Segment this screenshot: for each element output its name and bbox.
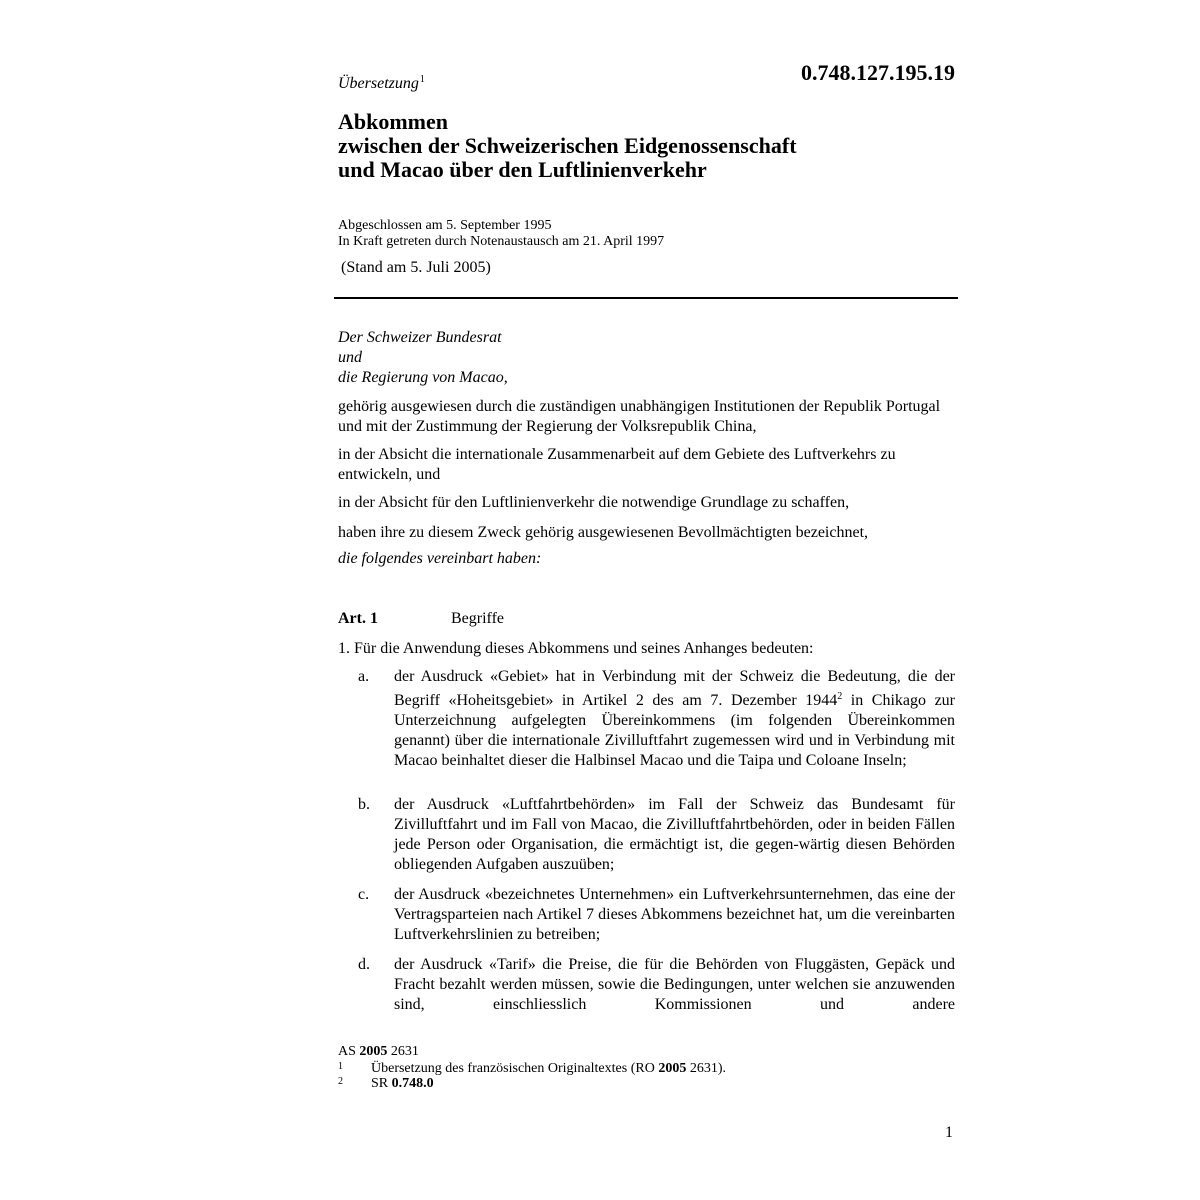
translation-label xyxy=(338,74,425,93)
official-collection-ref xyxy=(338,1044,419,1061)
footnote-text-part: Übersetzung des französischen Originaltextes (RO xyxy=(371,1061,659,1076)
in-force-date: In Kraft getreten durch Notenaustausch am 21. April 1997 xyxy=(338,234,665,249)
preamble-para-1: gehörig ausgewiesen durch die zuständigen unabhängigen Institutionen der Republik Portugal und mit der Zustimmung der Regierung der Volksrepublik China, xyxy=(338,398,941,435)
document-meta xyxy=(338,218,664,250)
footnote-year: 2005 xyxy=(658,1061,687,1076)
definition-item-b xyxy=(358,795,955,875)
article-number: Art. 1 xyxy=(338,610,378,627)
article-1-heading xyxy=(338,610,955,628)
title-line-1: Abkommen xyxy=(338,109,449,134)
as-year: 2005 xyxy=(359,1044,388,1059)
footnote-ref-2[interactable]: 2 xyxy=(837,691,843,702)
status-date: (Stand am 5. Juli 2005) xyxy=(341,259,491,276)
definition-item-c xyxy=(358,885,955,945)
definition-item-d xyxy=(358,955,955,1015)
party-2: die Regierung von Macao, xyxy=(338,369,508,386)
preamble-parties xyxy=(338,328,955,388)
footnote-1 xyxy=(338,1061,726,1076)
footnote-number: 2 xyxy=(338,1076,343,1087)
title-line-3: und Macao über den Luftlinienverkehr xyxy=(338,157,707,182)
footnote-number: 1 xyxy=(338,1061,343,1072)
page-number: 1 xyxy=(945,1124,953,1141)
sr-number: 0.748.127.195.19 xyxy=(801,60,955,85)
sr-reference-link[interactable]: 0.748.0 xyxy=(391,1076,434,1091)
footnote-ref-1[interactable]: 1 xyxy=(419,74,425,85)
item-text: der Ausdruck «bezeichnetes Unternehmen» ein Luftverkehrsunternehmen, das eine der Vertragsparteien nach Artikel 7 dieses Abkommens bezeichnet hat, um die vereinbarten Luftverkehrslinien zu betreiben; xyxy=(394,886,955,943)
footnote-text-part: SR xyxy=(371,1076,392,1091)
header-divider xyxy=(334,297,958,299)
party-conjunction: und xyxy=(338,349,362,366)
translation-label-text: Übersetzung xyxy=(338,75,419,92)
footnote-text xyxy=(371,1061,726,1076)
preamble-para-4: haben ihre zu diesem Zweck gehörig ausgewiesenen Bevollmächtigten bezeichnet, xyxy=(338,524,869,541)
item-marker: b. xyxy=(358,796,370,813)
item-marker: c. xyxy=(358,886,370,903)
party-1: Der Schweizer Bundesrat xyxy=(338,329,502,346)
item-marker: d. xyxy=(358,956,370,973)
item-marker: a. xyxy=(358,668,370,685)
preamble-para-3: in der Absicht für den Luftlinienverkehr die notwendige Grundlage zu schaffen, xyxy=(338,494,850,511)
title-line-2: zwischen der Schweizerischen Eidgenossenschaft xyxy=(338,133,797,158)
item-text xyxy=(394,667,955,771)
item-text-part: der Ausdruck «Gebiet» hat in Verbindung mit der Schweiz die Bedeutung, die der Begriff «Hoheitsgebiet» in Artikel 2 des am 7. Dezember 1944 xyxy=(394,668,955,709)
item-text: der Ausdruck «Luftfahrtbehörden» im Fall der Schweiz das Bundesamt für Zivilluftfahrt und im Fall von Macao, die Zivilluftfahrtbehörden, oder in beiden Fällen jede Person oder Organisation, die ermächtigt ist, die gegen-wärtig diesen Behörden obliegenden Aufgaben auszuüben; xyxy=(394,796,955,873)
item-text: der Ausdruck «Tarif» die Preise, die für die Behörden von Fluggästen, Gepäck und Fracht bezahlt werden müssen, sowie die Bedingungen, unter welchen sie anzuwenden sind, einschliesslich Kommissionen und andere xyxy=(394,956,955,1013)
document-title xyxy=(338,110,797,182)
as-page: 2631 xyxy=(387,1044,419,1059)
footnote-text xyxy=(371,1076,434,1091)
footnote-2 xyxy=(338,1076,434,1091)
article-1-intro: 1. Für die Anwendung dieses Abkommens und seines Anhanges bedeuten: xyxy=(338,640,814,657)
definition-item-a xyxy=(358,667,955,771)
preamble-closing: die folgendes vereinbart haben: xyxy=(338,550,542,567)
as-prefix: AS xyxy=(338,1044,360,1059)
concluded-date: Abgeschlossen am 5. September 1995 xyxy=(338,218,552,233)
footnote-text-part: 2631). xyxy=(686,1061,726,1076)
footnotes xyxy=(338,1044,726,1091)
item-text-part: in Chikago zur Unterzeichnung aufgelegten Übereinkommens (im folgenden Übereinkommen genannt) über die internationale Zivilluftfahrt zugemessen wird und in Verbindung mit Macao beinhaltet dieser die Halbinsel Macao und die Taipa und Coloane Inseln; xyxy=(394,692,956,769)
preamble-para-2: in der Absicht die internationale Zusammenarbeit auf dem Gebiete des Luftverkehrs zu entwickeln, und xyxy=(338,446,896,483)
article-title: Begriffe xyxy=(451,610,505,627)
